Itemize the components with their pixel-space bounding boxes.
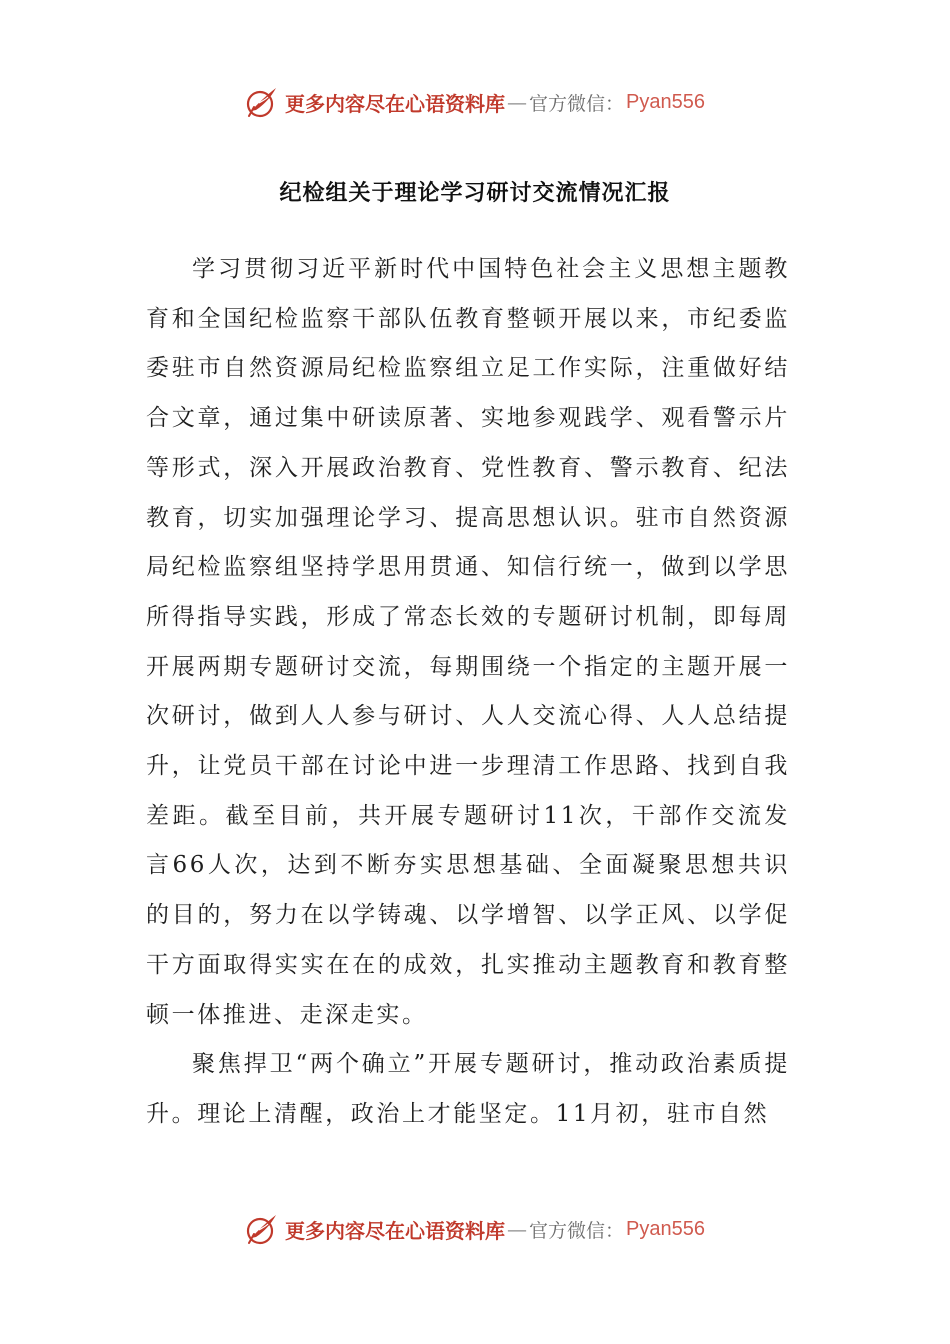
watermark-wechat-id: Pyan556	[626, 1217, 705, 1240]
document-title: 纪检组关于理论学习研讨交流情况汇报	[279, 181, 671, 206]
watermark-wechat-label: 官方微信：	[529, 1219, 625, 1242]
watermark-text	[285, 1215, 705, 1244]
document-body	[146, 245, 790, 1140]
watermark-wechat-id: Pyan556	[626, 90, 705, 113]
watermark-main-text: 更多内容尽在心语资料库	[285, 1218, 505, 1243]
watermark-text	[285, 88, 705, 117]
watermark-dash: —	[507, 90, 527, 114]
quill-pen-logo-icon	[245, 85, 279, 119]
body-paragraph-1: 学习贯彻习近平新时代中国特色社会主义思想主题教育和全国纪检监察干部队伍教育整顿开展以来，市纪委监委驻市自然资源局纪检监察组立足工作实际，注重做好结合文章，通过集中研读原著、实地参观践学、观看警示片等形式，深入开展政治教育、党性教育、警示教育、纪法教育，切实加强理论学习、提高思想认识。驻市自然资源局纪检监察组坚持学思用贯通、知信行统一，做到以学思所得指导实践，形成了常态长效的专题研讨机制，即每周开展两期专题研讨交流，每期围绕一个指定的主题开展一次研讨，做到人人参与研讨、人人交流心得、人人总结提升，让党员干部在讨论中进一步理清工作思路、找到自我差距。截至目前，共开展专题研讨11次，干部作交流发言66人次，达到不断夯实思想基础、全面凝聚思想共识的目的，努力在以学铸魂、以学增智、以学正风、以学促干方面取得实实在在的成效，扎实推动主题教育和教育整顿一体推进、走深走实。	[146, 256, 790, 1028]
quill-pen-logo-icon	[245, 1212, 279, 1246]
watermark-wechat-label: 官方微信：	[529, 92, 625, 115]
body-paragraph-2: 聚焦捍卫“两个确立”开展专题研讨，推动政治素质提升。理论上清醒，政治上才能坚定。11月初，驻市自然	[146, 1051, 790, 1127]
watermark-main-text: 更多内容尽在心语资料库	[285, 91, 505, 116]
watermark-dash: —	[507, 1217, 527, 1241]
footer-watermark	[0, 1209, 950, 1249]
header-watermark	[0, 82, 950, 122]
